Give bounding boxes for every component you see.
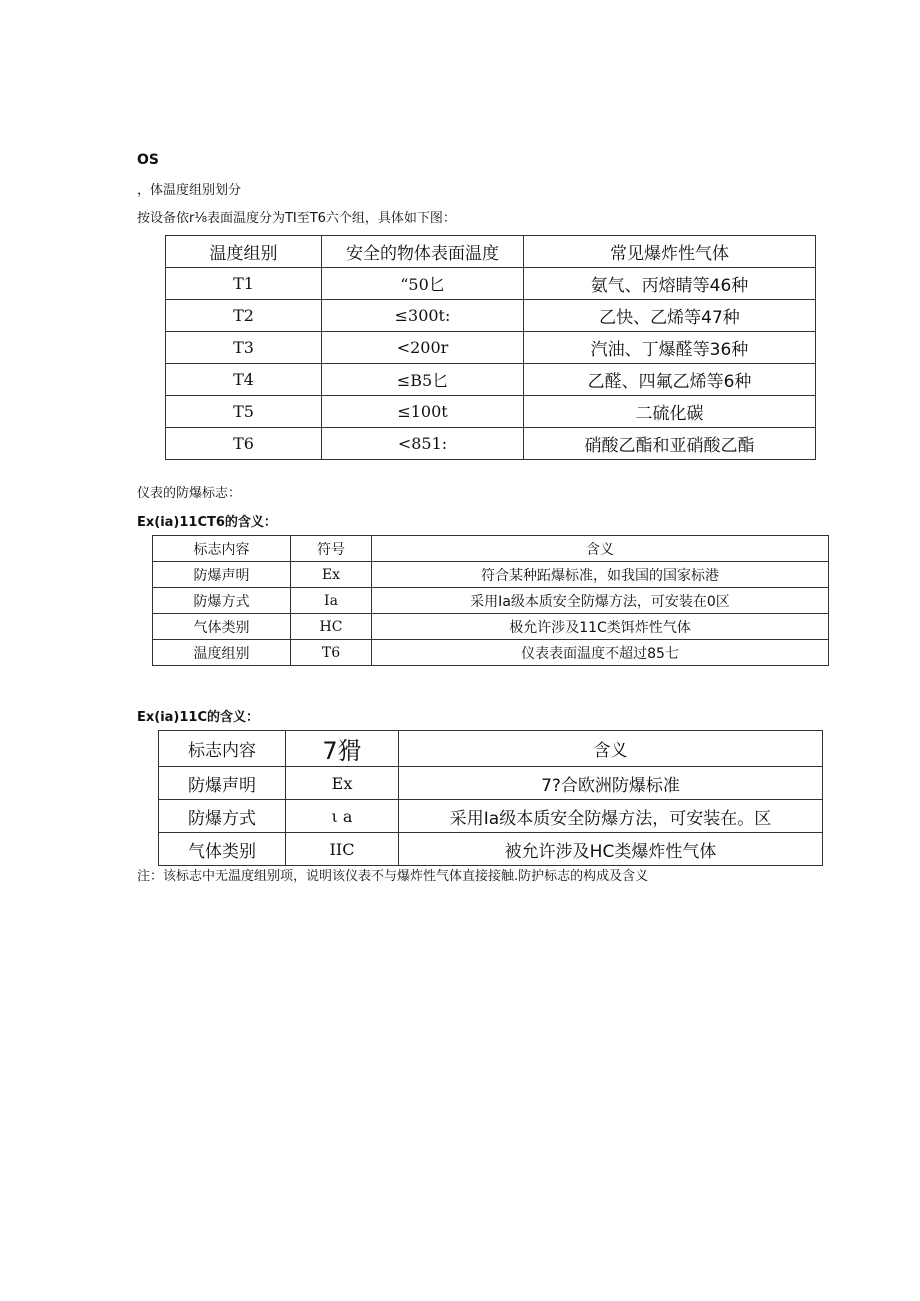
temperature-cell: ≤B5匕 [322, 364, 524, 396]
temperature-cell: ≤100t [322, 396, 524, 428]
heading: OS [137, 152, 159, 168]
header-cell: 安全的物体表面温度 [322, 236, 524, 268]
header-cell: 含义 [372, 536, 829, 562]
group-cell: T5 [166, 396, 322, 428]
symbol-cell: ι a [286, 800, 399, 833]
table-row [166, 364, 816, 396]
gas-cell: 乙醛、四氟乙烯等6种 [524, 364, 816, 396]
table-row [153, 640, 829, 666]
meaning-cell: 被允许涉及HC类爆炸性气体 [399, 833, 823, 866]
table-3-caption: Ex(ia)11C的含义： [137, 710, 260, 725]
group-cell: T4 [166, 364, 322, 396]
temperature-cell: ≤300t: [322, 300, 524, 332]
table-row [159, 767, 823, 800]
mark-content-cell: 气体类别 [153, 614, 291, 640]
gas-cell: 乙快、乙烯等47种 [524, 300, 816, 332]
mark-content-cell: 温度组别 [153, 640, 291, 666]
group-cell: T2 [166, 300, 322, 332]
meaning-cell: 7?合欧洲防爆标准 [399, 767, 823, 800]
table-row [153, 614, 829, 640]
table-row [166, 300, 816, 332]
footnote: 注：该标志中无温度组别项，说明该仪表不与爆炸性气体直接接触.防护标志的构成及含义 [137, 869, 649, 884]
meaning-cell: 采用Ia级本质安全防爆方法，可安装在0区 [372, 588, 829, 614]
gas-cell: 氨气、丙熔睛等46种 [524, 268, 816, 300]
symbol-cell: IIC [286, 833, 399, 866]
mark-content-cell: 防爆方式 [153, 588, 291, 614]
group-cell: T1 [166, 268, 322, 300]
gas-cell: 汽油、丁爆醛等36种 [524, 332, 816, 364]
table-row [153, 562, 829, 588]
table-row [166, 268, 816, 300]
temperature-cell: <200r [322, 332, 524, 364]
group-cell: T6 [166, 428, 322, 460]
temperature-group-table [165, 235, 816, 460]
table-row [153, 588, 829, 614]
mark-content-cell: 防爆声明 [153, 562, 291, 588]
header-cell: 标志内容 [159, 731, 286, 767]
symbol-cell: Ex [291, 562, 372, 588]
intro-line-2: 按设备依r⅛表面温度分为TI至T6六个组，具体如下图： [137, 211, 456, 226]
group-cell: T3 [166, 332, 322, 364]
intro-line-1: ，体温度组别划分 [137, 183, 242, 198]
header-cell: 常见爆炸性气体 [524, 236, 816, 268]
marking-meaning-table-t6 [152, 535, 829, 666]
mark-content-cell: 气体类别 [159, 833, 286, 866]
table-row [159, 800, 823, 833]
symbol-cell: Ia [291, 588, 372, 614]
table-row [159, 833, 823, 866]
table-row [166, 428, 816, 460]
header-cell: 标志内容 [153, 536, 291, 562]
section-2-title: 仪表的防爆标志： [137, 486, 242, 501]
table-row [166, 332, 816, 364]
table-row [166, 396, 816, 428]
gas-cell: 二硫化碳 [524, 396, 816, 428]
temperature-cell: <851: [322, 428, 524, 460]
meaning-cell: 采用Ia级本质安全防爆方法，可安装在。区 [399, 800, 823, 833]
symbol-cell: Ex [286, 767, 399, 800]
mark-content-cell: 防爆方式 [159, 800, 286, 833]
table-header-row [159, 731, 823, 767]
meaning-cell: 极允许涉及11C类饵炸性气体 [372, 614, 829, 640]
meaning-cell: 仪表表面温度不超过85七 [372, 640, 829, 666]
symbol-cell: HC [291, 614, 372, 640]
meaning-cell: 符合某种跖爆标准，如我国的国家标港 [372, 562, 829, 588]
table-header-row [153, 536, 829, 562]
symbol-cell: T6 [291, 640, 372, 666]
table-header-row [166, 236, 816, 268]
mark-content-cell: 防爆声明 [159, 767, 286, 800]
header-cell: 含义 [399, 731, 823, 767]
gas-cell: 硝酸乙酯和亚硝酸乙酯 [524, 428, 816, 460]
header-cell: 温度组别 [166, 236, 322, 268]
table-2-caption: Ex(ia)11CT6的含义： [137, 515, 277, 530]
temperature-cell: “50匕 [322, 268, 524, 300]
header-cell: 符号 [291, 536, 372, 562]
marking-meaning-table-iic [158, 730, 823, 866]
header-cell: 7猾 [286, 731, 399, 767]
